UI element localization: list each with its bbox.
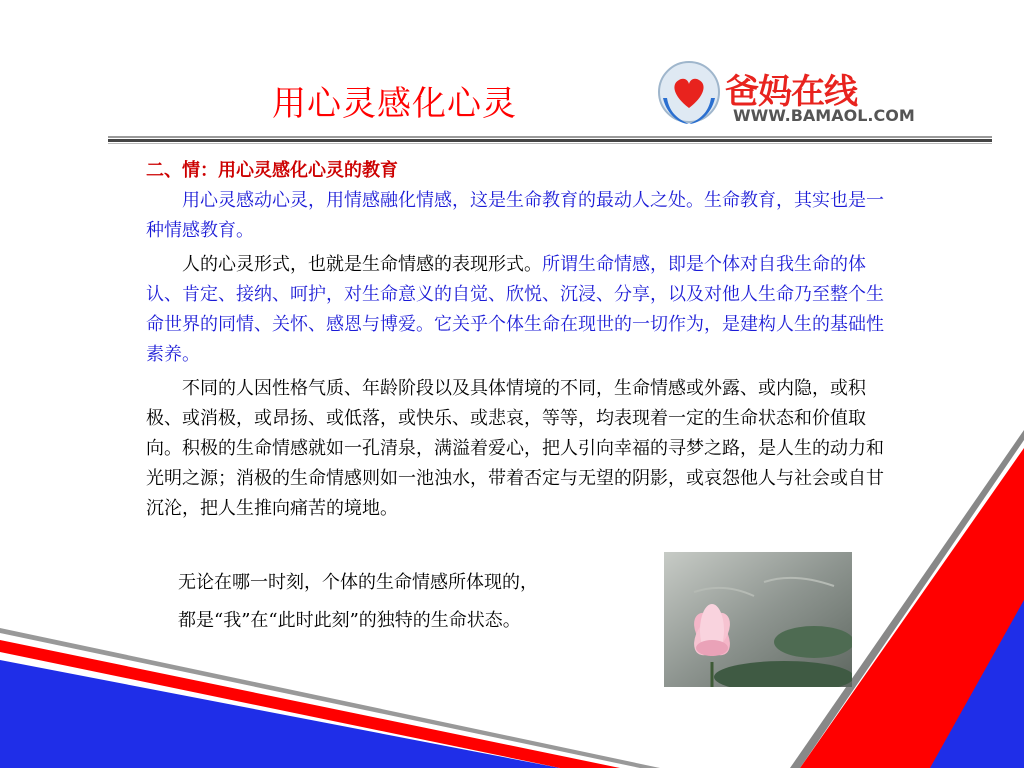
closing-line-1: 无论在哪一时刻，个体的生命情感所体现的， (178, 572, 538, 593)
closing-line-2: 都是“我”在“此时此刻”的独特的生命状态。 (178, 610, 521, 631)
lotus-flower-photo (664, 552, 852, 687)
slide-title: 用心灵感化心灵 (272, 84, 517, 124)
deco-blue-swoosh (0, 660, 560, 768)
paragraph-expression: 不同的人因性格气质、年龄阶段以及具体情境的不同，生命情感或外露、或内隐，或积极、或消极，或昂扬、或低落，或快乐、或悲哀，等等，均表现着一定的生命状态和价值取向。积极的生命情感就如一孔清泉，满溢着爱心，把人引向幸福的寻梦之路，是人生的动力和光明之源；消极的生命情感则如一池浊水，带着否定与无望的阴影，或哀怨他人与社会或自甘沉沦，把人生推向痛苦的境地。 (146, 378, 884, 519)
logo-brand-text: 爸妈在线 (725, 72, 857, 112)
bamaol-logo (655, 58, 915, 130)
paragraph-definition-blue: 所谓生命情感，即是个体对自我生命的体认、肯定、接纳、呵护，对生命意义的自觉、欣悦、沉浸、分享，以及对他人生命乃至整个生命世界的同情、关怀、感恩与博爱。它关乎个体生命在现世的一切作为，是建构人生的基础性素养。 (146, 254, 884, 365)
logo-url-text: WWW.BAMAOL.COM (733, 106, 915, 125)
paragraph-intro: 用心灵感动心灵，用情感融化情感，这是生命教育的最动人之处。生命教育，其实也是一种情感教育。 (146, 190, 884, 241)
title-divider (108, 136, 992, 144)
body-text (146, 156, 890, 524)
section-heading: 二、情：用心灵感化心灵的教育 (146, 160, 398, 181)
paragraph-definition-lead: 人的心灵形式，也就是生命情感的表现形式。 (182, 254, 542, 275)
paragraph-definition (146, 250, 890, 370)
heart-hands-icon (655, 58, 723, 130)
